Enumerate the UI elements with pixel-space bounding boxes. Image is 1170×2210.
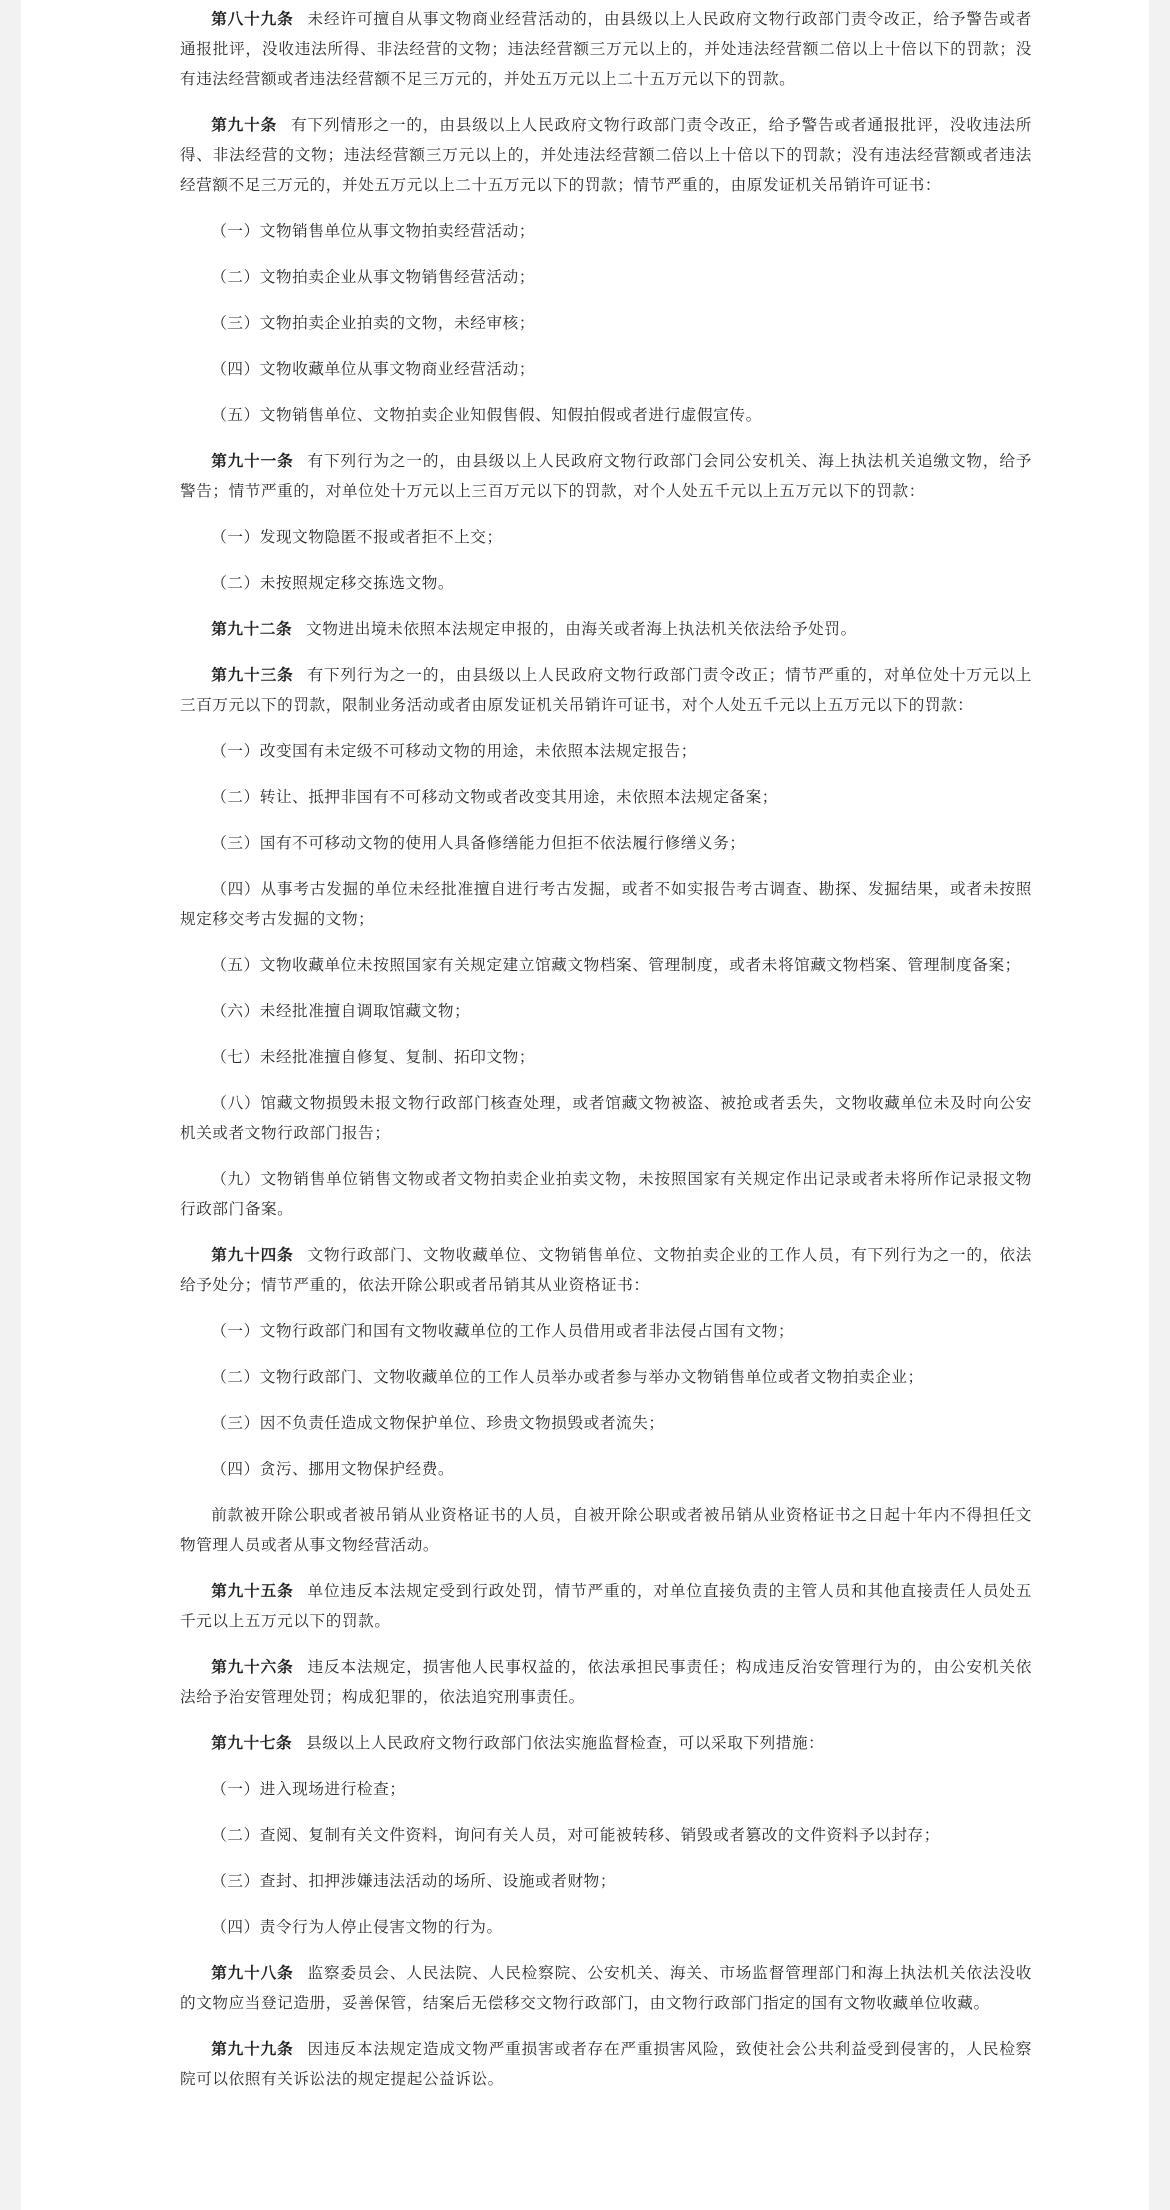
- clause-paragraph: [180, 996, 1032, 1026]
- clause-paragraph: [180, 568, 1032, 598]
- paragraph-text: （七）未经批准擅自修复、复制、拓印文物；: [211, 1048, 536, 1066]
- paragraph-text: 文物行政部门、文物收藏单位、文物销售单位、文物拍卖企业的工作人员，有下列行为之一的，依法给予处分；情节严重的，依法开除公职或者吊销其从业资格证书：: [180, 1246, 1032, 1294]
- article-paragraph: [180, 446, 1032, 506]
- clause-paragraph: [180, 1164, 1032, 1224]
- article-number: 第九十五条: [211, 1582, 294, 1600]
- paragraph-text: 监察委员会、人民法院、人民检察院、公安机关、海关、市场监督管理部门和海上执法机关依法没收的文物应当登记造册，妥善保管，结案后无偿移交文物行政部门，由文物行政部门指定的国有文物收藏单位收藏。: [180, 1964, 1032, 2012]
- article-number: 第九十七条: [211, 1734, 293, 1752]
- paragraph-text: （五）文物收藏单位未按照国家有关规定建立馆藏文物档案、管理制度，或者未将馆藏文物档案、管理制度备案；: [211, 956, 1021, 974]
- article-paragraph: [180, 1652, 1032, 1712]
- article-number: 第九十三条: [211, 666, 294, 684]
- clause-paragraph: [180, 1820, 1032, 1850]
- paragraph-text: （五）文物销售单位、文物拍卖企业知假售假、知假拍假或者进行虚假宣传。: [211, 406, 762, 424]
- clause-paragraph: [180, 1042, 1032, 1072]
- article-paragraph: [180, 1728, 1032, 1758]
- clause-paragraph: [180, 1316, 1032, 1346]
- paragraph-text: 单位违反本法规定受到行政处罚，情节严重的，对单位直接负责的主管人员和其他直接责任人员处五千元以上五万元以下的罚款。: [180, 1582, 1032, 1630]
- clause-paragraph: [180, 1774, 1032, 1804]
- paragraph-text: （二）查阅、复制有关文件资料，询问有关人员，对可能被转移、销毁或者篡改的文件资料予以封存；: [211, 1826, 940, 1844]
- article-paragraph: [180, 1958, 1032, 2018]
- clause-paragraph: [180, 736, 1032, 766]
- clause-paragraph: [180, 1454, 1032, 1484]
- paragraph-text: 有下列情形之一的，由县级以上人民政府文物行政部门责令改正，给予警告或者通报批评，没收违法所得、非法经营的文物；违法经营额三万元以上的，并处违法经营额二倍以上十倍以下的罚款；没有违法经营额或者违法经营额不足三万元的，并处五万元以上二十五万元以下的罚款；情节严重的，由原发证机关吊销许可证书：: [180, 116, 1032, 194]
- paragraph-text: （二）文物行政部门、文物收藏单位的工作人员举办或者参与举办文物销售单位或者文物拍卖企业；: [211, 1368, 924, 1386]
- paragraph-text: （二）未按照规定移交拣选文物。: [211, 574, 455, 592]
- clause-paragraph: [180, 1500, 1032, 1560]
- paragraph-text: （一）文物行政部门和国有文物收藏单位的工作人员借用或者非法侵占国有文物；: [211, 1322, 795, 1340]
- article-number: 第九十条: [211, 116, 278, 134]
- clause-paragraph: [180, 354, 1032, 384]
- paragraph-text: （九）文物销售单位销售文物或者文物拍卖企业拍卖文物，未按照国家有关规定作出记录或者未将所作记录报文物行政部门备案。: [180, 1170, 1032, 1218]
- clause-paragraph: [180, 1088, 1032, 1148]
- paragraph-text: 县级以上人民政府文物行政部门依法实施监督检查，可以采取下列措施：: [306, 1734, 825, 1752]
- article-number: 第九十八条: [211, 1964, 294, 1982]
- paragraph-text: 因违反本法规定造成文物严重损害或者存在严重损害风险，致使社会公共利益受到侵害的，人民检察院可以依照有关诉讼法的规定提起公益诉讼。: [180, 2040, 1032, 2088]
- article-paragraph: [180, 1576, 1032, 1636]
- clause-paragraph: [180, 308, 1032, 338]
- paragraph-text: （八）馆藏文物损毁未报文物行政部门核查处理，或者馆藏文物被盗、被抢或者丢失，文物收藏单位未及时向公安机关或者文物行政部门报告；: [180, 1094, 1032, 1142]
- article-paragraph: [180, 1240, 1032, 1300]
- article-number: 第九十九条: [211, 2040, 294, 2058]
- paragraph-text: （四）责令行为人停止侵害文物的行为。: [211, 1918, 503, 1936]
- article-number: 第九十六条: [211, 1658, 294, 1676]
- paragraph-text: （三）因不负责任造成文物保护单位、珍贵文物损毁或者流失；: [211, 1414, 665, 1432]
- article-paragraph: [180, 4, 1032, 94]
- paragraph-text: 有下列行为之一的，由县级以上人民政府文物行政部门会同公安机关、海上执法机关追缴文物，给予警告；情节严重的，对单位处十万元以上三百万元以下的罚款，对个人处五千元以上五万元以下的罚款：: [180, 452, 1032, 500]
- article-paragraph: [180, 614, 1032, 644]
- article-number: 第九十二条: [211, 620, 293, 638]
- paragraph-text: 有下列行为之一的，由县级以上人民政府文物行政部门责令改正；情节严重的，对单位处十万元以上三百万元以下的罚款，限制业务活动或者由原发证机关吊销许可证书，对个人处五千元以上五万元以下的罚款：: [180, 666, 1032, 714]
- clause-paragraph: [180, 874, 1032, 934]
- paragraph-text: 文物进出境未依照本法规定申报的，由海关或者海上执法机关依法给予处罚。: [306, 620, 857, 638]
- paragraph-text: （四）文物收藏单位从事文物商业经营活动；: [211, 360, 536, 378]
- paragraph-text: （四）贪污、挪用文物保护经费。: [211, 1460, 455, 1478]
- article-paragraph: [180, 110, 1032, 200]
- paragraph-text: （二）文物拍卖企业从事文物销售经营活动；: [211, 268, 536, 286]
- clause-paragraph: [180, 950, 1032, 980]
- paragraph-text: （六）未经批准擅自调取馆藏文物；: [211, 1002, 471, 1020]
- paragraph-text: 违反本法规定，损害他人民事权益的，依法承担民事责任；构成违反治安管理行为的，由公安机关依法给予治安管理处罚；构成犯罪的，依法追究刑事责任。: [180, 1658, 1032, 1706]
- article-number: 第九十一条: [211, 452, 294, 470]
- paragraph-text: （一）发现文物隐匿不报或者拒不上交；: [211, 528, 503, 546]
- paragraph-text: （三）国有不可移动文物的使用人具备修缮能力但拒不依法履行修缮义务；: [211, 834, 746, 852]
- clause-paragraph: [180, 782, 1032, 812]
- document-page: [21, 0, 1149, 2210]
- paragraph-text: （三）文物拍卖企业拍卖的文物，未经审核；: [211, 314, 536, 332]
- paragraph-text: （一）改变国有未定级不可移动文物的用途，未依照本法规定报告；: [211, 742, 698, 760]
- clause-paragraph: [180, 216, 1032, 246]
- clause-paragraph: [180, 522, 1032, 552]
- clause-paragraph: [180, 828, 1032, 858]
- clause-paragraph: [180, 1912, 1032, 1942]
- paragraph-text: （二）转让、抵押非国有不可移动文物或者改变其用途，未依照本法规定备案；: [211, 788, 778, 806]
- paragraph-text: （一）进入现场进行检查；: [211, 1780, 406, 1798]
- clause-paragraph: [180, 1362, 1032, 1392]
- paragraph-text: （四）从事考古发掘的单位未经批准擅自进行考古发掘，或者不如实报告考古调查、勘探、发掘结果，或者未按照规定移交考古发掘的文物；: [180, 880, 1032, 928]
- law-text-body: [180, 4, 1032, 2094]
- clause-paragraph: [180, 262, 1032, 292]
- paragraph-text: 未经许可擅自从事文物商业经营活动的，由县级以上人民政府文物行政部门责令改正，给予警告或者通报批评，没收违法所得、非法经营的文物；违法经营额三万元以上的，并处违法经营额二倍以上十倍以下的罚款；没有违法经营额或者违法经营额不足三万元的，并处五万元以上二十五万元以下的罚款。: [180, 10, 1032, 88]
- clause-paragraph: [180, 1866, 1032, 1896]
- paragraph-text: （一）文物销售单位从事文物拍卖经营活动；: [211, 222, 536, 240]
- article-paragraph: [180, 2034, 1032, 2094]
- paragraph-text: 前款被开除公职或者被吊销从业资格证书的人员，自被开除公职或者被吊销从业资格证书之日起十年内不得担任文物管理人员或者从事文物经营活动。: [180, 1506, 1032, 1554]
- clause-paragraph: [180, 400, 1032, 430]
- article-number: 第八十九条: [211, 10, 294, 28]
- clause-paragraph: [180, 1408, 1032, 1438]
- article-paragraph: [180, 660, 1032, 720]
- article-number: 第九十四条: [211, 1246, 294, 1264]
- paragraph-text: （三）查封、扣押涉嫌违法活动的场所、设施或者财物；: [211, 1872, 617, 1890]
